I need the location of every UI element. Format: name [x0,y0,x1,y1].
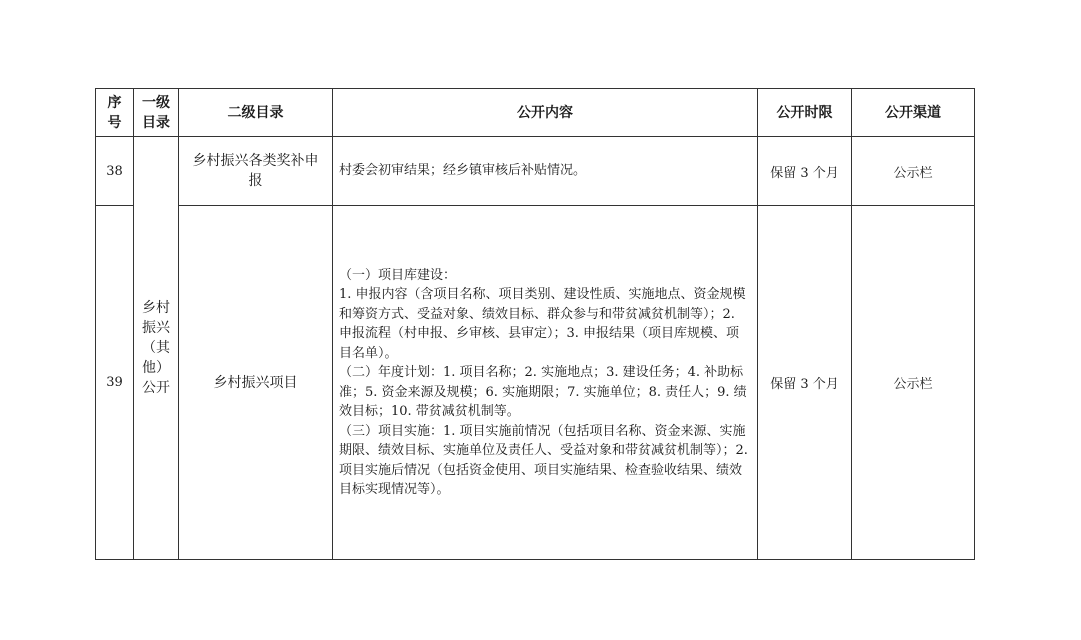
row-level2: 乡村振兴各类奖补申报 [179,137,333,206]
row-no: 38 [96,137,134,206]
content-para: 1. 申报内容（含项目名称、项目类别、建设性质、实施地点、资金规模和筹资方式、受益对象、绩效目标、群众参与和带贫减贫机制等）；2. 申报流程（村申报、乡审核、县审定）；3. 申报结果（项目库规模、项目名单）。 [339,287,746,361]
row-content: 村委会初审结果；经乡镇审核后补贴情况。 [333,137,758,206]
row-no: 39 [96,206,134,560]
header-no: 序号 [96,89,134,137]
content-para: （一）项目库建设： [339,267,457,283]
table-row [96,137,975,206]
header-content: 公开内容 [333,89,758,137]
table-row [96,206,975,560]
header-channel: 公开渠道 [852,89,975,137]
header-row [96,89,975,137]
header-period: 公开时限 [758,89,852,137]
row-period: 保留 3 个月 [758,137,852,206]
level1-cell [134,137,179,560]
row-channel: 公示栏 [852,137,975,206]
row-level2: 乡村振兴项目 [179,206,333,560]
row-period: 保留 3 个月 [758,206,852,560]
level1-text: 乡村振兴（其他）公开 [142,300,170,396]
content-para: （三）项目实施：1. 项目实施前情况（包括项目名称、资金来源、实施期限、绩效目标、实施单位及责任人、受益对象和带贫减贫机制等）；2. 项目实施后情况（包括资金使用、项目实施结果、检查验收结果、绩效目标实现情况等）。 [339,423,748,497]
header-level2: 二级目录 [179,89,333,137]
row-channel: 公示栏 [852,206,975,560]
content-para: （二）年度计划：1. 项目名称；2. 实施地点；3. 建设任务；4. 补助标准；5. 资金来源及规模；6. 实施期限；7. 实施单位；8. 责任人；9. 绩效目标；10. 带贫减贫机制等。 [339,365,747,419]
disclosure-table [95,88,975,560]
row-content [333,206,758,560]
header-level1: 一级目录 [134,89,179,137]
